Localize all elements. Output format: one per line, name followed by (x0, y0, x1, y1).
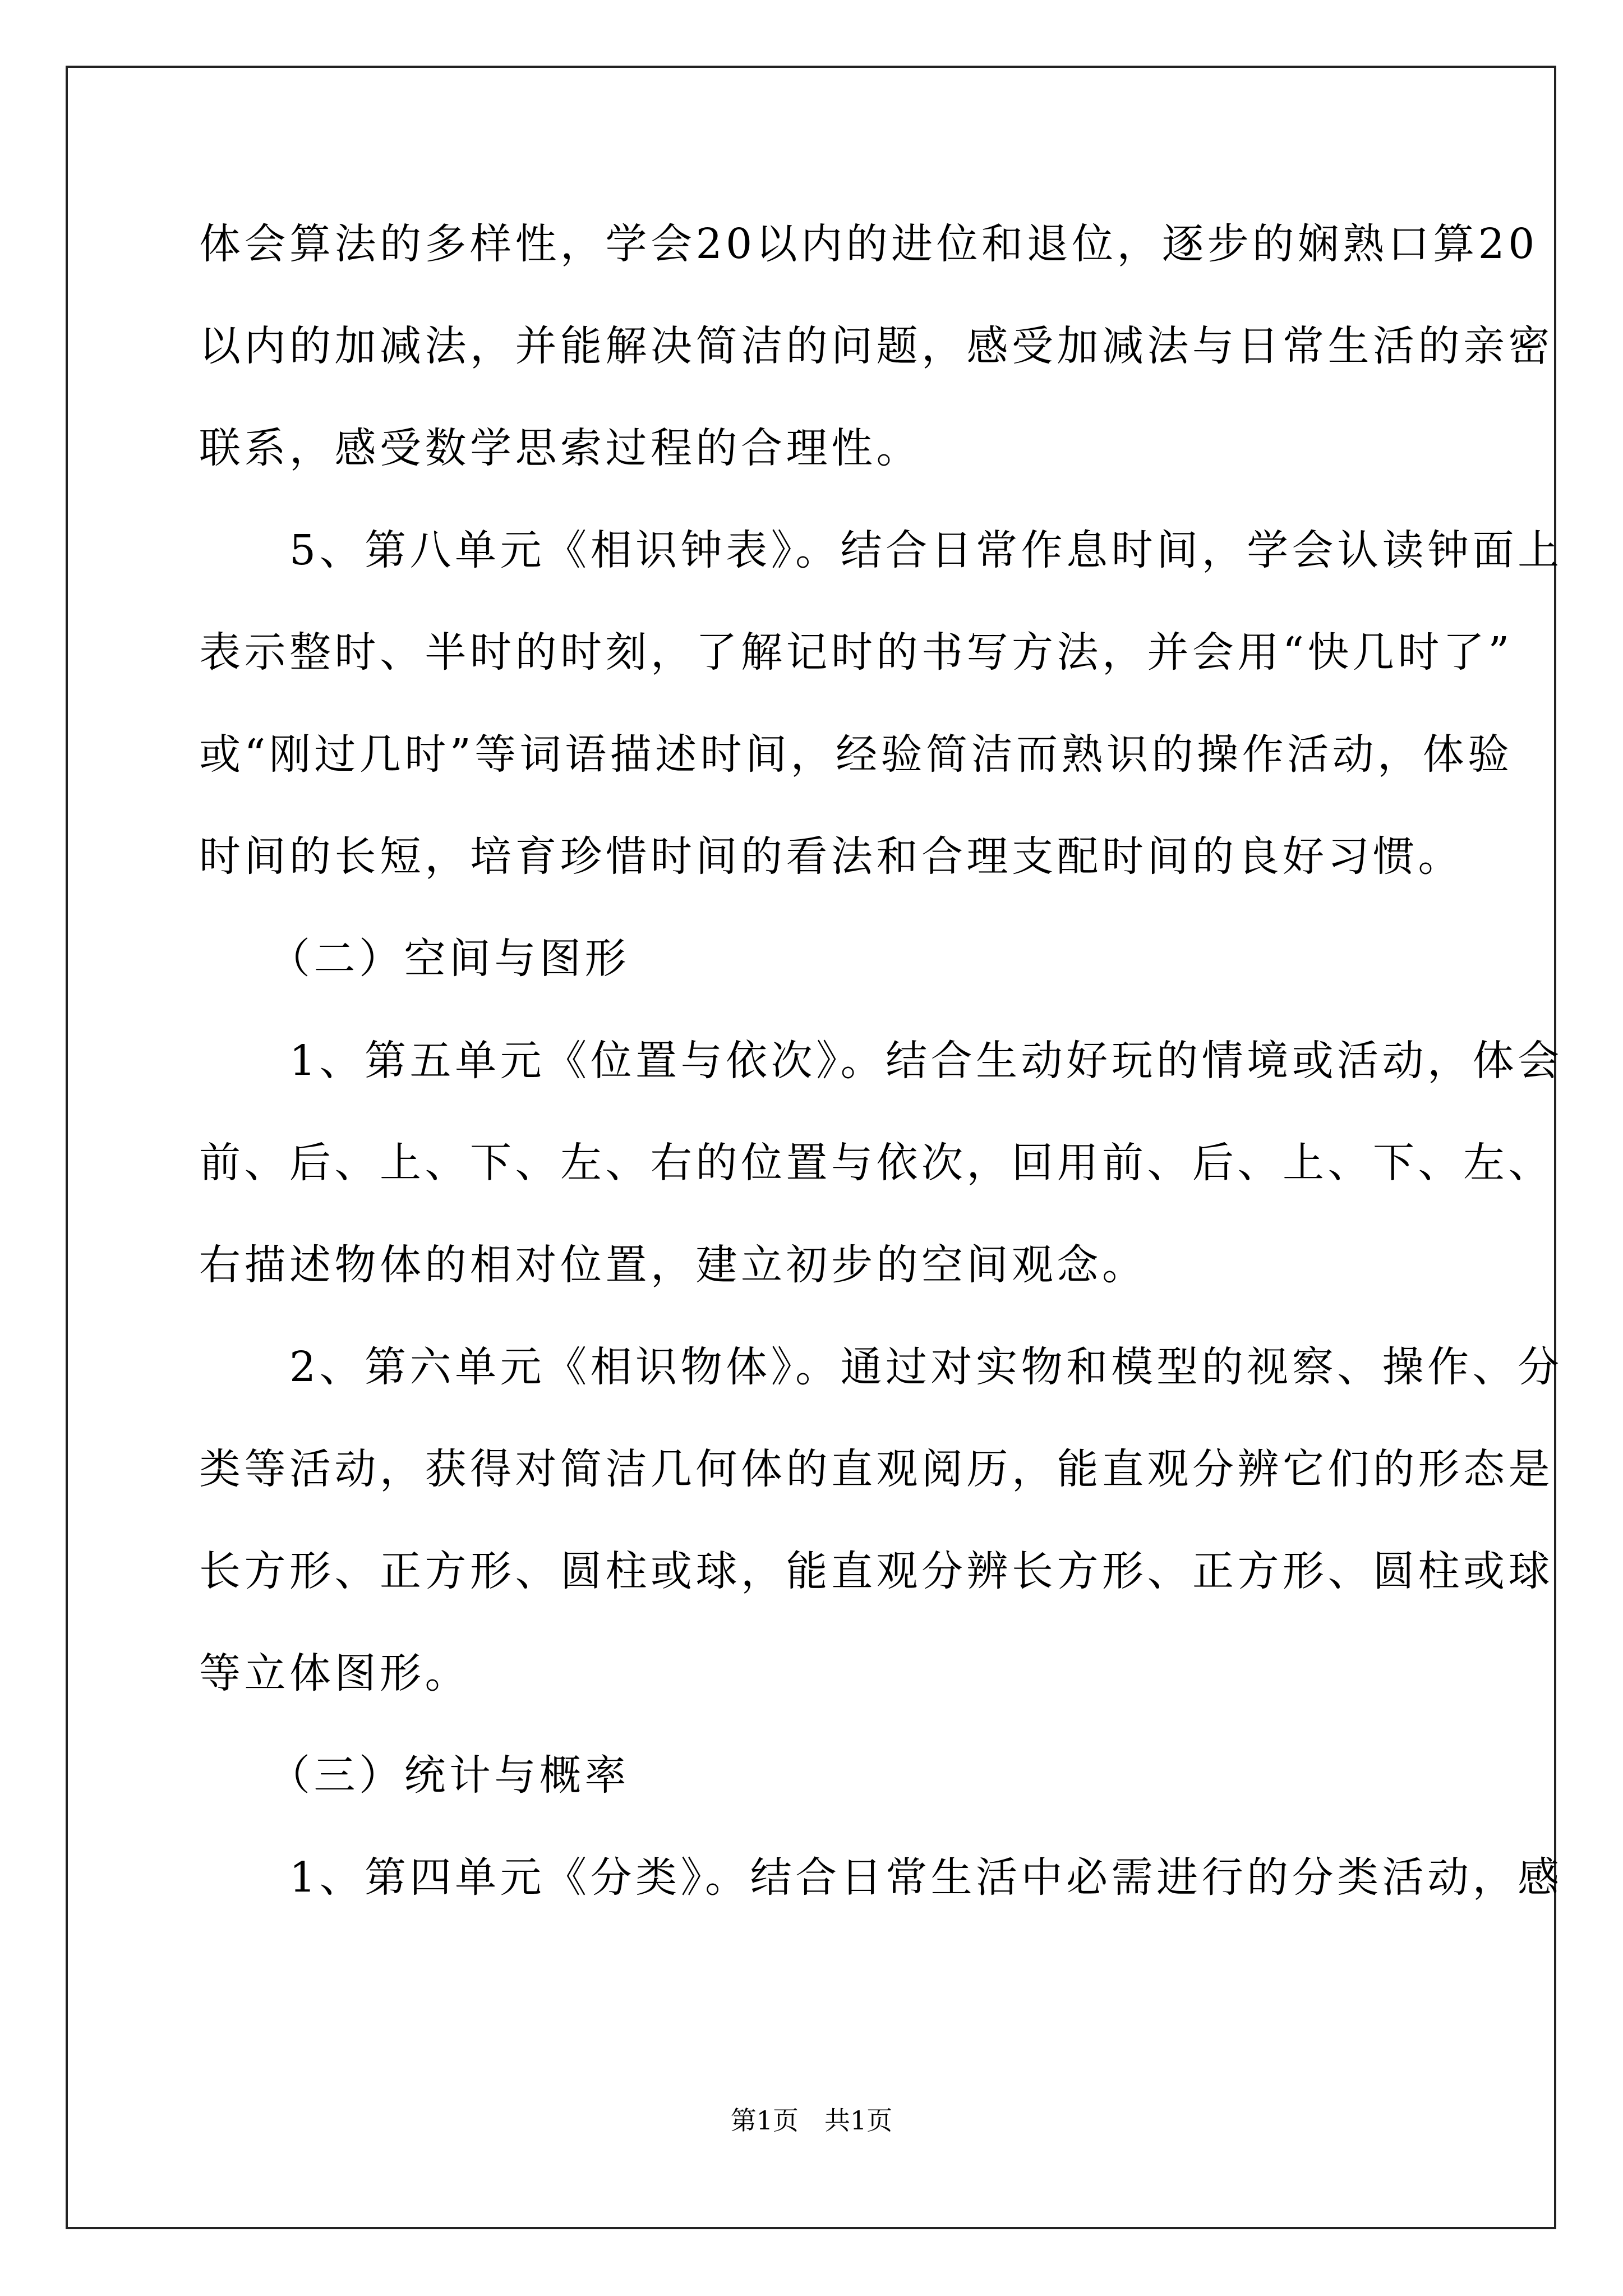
text-line: 前、后、上、下、左、右的位置与依次，回用前、后、上、下、左、 (199, 1139, 1553, 1187)
text-line: 等立体图形。 (199, 1649, 470, 1697)
text-line: 表示整时、半时的时刻，了解记时的书写方法，并会用“快几时了” (199, 628, 1513, 677)
text-line: 1、第五单元《位置与依次》。结合生动好玩的情境或活动，体会 (199, 1037, 1563, 1085)
section-heading: （三）统计与概率 (199, 1751, 630, 1800)
text-line: 1、第四单元《分类》。结合日常生活中必需进行的分类活动，感 (199, 1853, 1563, 1902)
text-line: 长方形、正方形、圆柱或球，能直观分辨长方形、正方形、圆柱或球 (199, 1547, 1553, 1595)
text-line: 或“刚过几时”等词语描述时间，经验简洁而熟识的操作活动，体验 (199, 730, 1513, 779)
text-line: 右描述物体的相对位置，建立初步的空间观念。 (199, 1241, 1147, 1289)
text-line: 2、第六单元《相识物体》。通过对实物和模型的视察、操作、分 (199, 1343, 1563, 1391)
text-line: 5、第八单元《相识钟表》。结合日常作息时间，学会认读钟面上 (199, 526, 1563, 574)
section-heading: （二）空间与图形 (199, 935, 630, 983)
text-line: 联系，感受数学思索过程的合理性。 (199, 424, 921, 472)
text-line: 以内的加减法，并能解决简洁的问题，感受加减法与日常生活的亲密 (199, 322, 1553, 370)
text-line: 类等活动，获得对简洁几何体的直观阅历，能直观分辨它们的形态是 (199, 1445, 1553, 1493)
page-footer: 第1页 共1页 (730, 2105, 893, 2136)
text-line: 体会算法的多样性，学会20以内的进位和退位，逐步的娴熟口算20 (199, 220, 1538, 268)
text-line: 时间的长短，培育珍惜时间的看法和合理支配时间的良好习惯。 (199, 832, 1463, 881)
